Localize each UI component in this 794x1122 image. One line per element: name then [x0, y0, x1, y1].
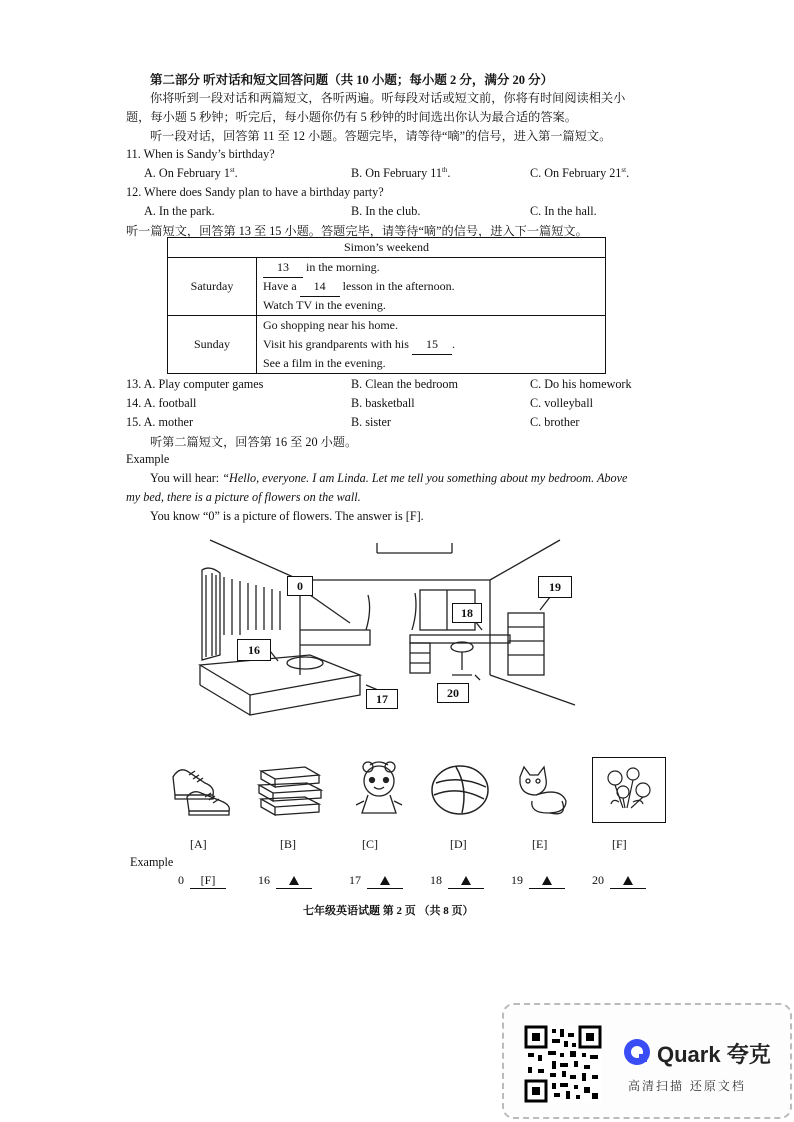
tag-0: 0: [287, 576, 313, 596]
tag-17: 17: [366, 689, 398, 709]
example-answer-note: You know “0” is a picture of flowers. The answer is [F].: [150, 509, 424, 523]
triangle-icon: [289, 876, 299, 885]
section-title: 第二部分 听对话和短文回答问题（共 10 小题；每小题 2 分，满分 20 分）: [150, 73, 554, 87]
q11-option-b[interactable]: B. On February 11th.: [351, 166, 451, 181]
q15-option-a[interactable]: 15. A. mother: [126, 415, 194, 429]
q13-option-b[interactable]: B. Clean the bedroom: [351, 377, 458, 391]
q15-option-b[interactable]: B. sister: [351, 415, 391, 429]
answer-17[interactable]: 17: [349, 873, 403, 889]
q11-option-c[interactable]: C. On February 21st.: [530, 166, 630, 181]
q13-option-c[interactable]: C. Do his homework: [530, 377, 632, 391]
picture-label-a: [A]: [190, 837, 207, 851]
q14-option-a[interactable]: 14. A. football: [126, 396, 197, 410]
saturday-cell: Saturday: [168, 258, 257, 316]
saturday-activities: 13 in the morning. Have a 14 lesson in the afternoon. Watch TV in the evening.: [257, 258, 606, 316]
triangle-icon: [461, 876, 471, 885]
blank-15[interactable]: 15: [412, 335, 452, 355]
q12-option-c[interactable]: C. In the hall.: [530, 204, 597, 218]
q15-option-c[interactable]: C. brother: [530, 415, 580, 429]
q11-stem: 11. When is Sandy’s birthday?: [126, 147, 275, 161]
answers-example-label: Example: [130, 855, 174, 869]
passage1-instruction: 听一篇短文，回答第 13 至 15 小题。答题完毕，请等待“嘀”的信号，进入下一篇短文。: [126, 224, 588, 238]
quark-watermark: [502, 1003, 792, 1119]
tag-18: 18: [452, 603, 482, 623]
cat-icon: [510, 757, 572, 819]
bedroom-illustration: [190, 535, 580, 720]
q14-option-b[interactable]: B. basketball: [351, 396, 415, 410]
books-icon: [255, 757, 317, 819]
simon-weekend-table: [167, 237, 606, 374]
answer-18[interactable]: 18: [430, 873, 484, 889]
q13-option-a[interactable]: 13. A. Play computer games: [126, 377, 264, 391]
qr-code-icon: [524, 1025, 602, 1103]
sneakers-icon: [165, 757, 227, 819]
picture-label-f: [F]: [612, 837, 627, 851]
flowers-picture-icon: [592, 757, 666, 823]
answer-19[interactable]: 19: [511, 873, 565, 889]
volleyball-icon: [428, 757, 490, 819]
tag-16: 16: [237, 639, 271, 661]
answer-0: 0 [F]: [178, 873, 226, 889]
picture-label-e: [E]: [532, 837, 548, 851]
doll-icon: [348, 757, 410, 819]
blank-14[interactable]: 14: [300, 277, 340, 297]
example-hear-line1: You will hear: “Hello, everyone. I am Linda. Let me tell you something about my bedroom. Above: [150, 471, 628, 485]
answer-16[interactable]: 16: [258, 873, 312, 889]
answer-20[interactable]: 20: [592, 873, 646, 889]
example-label: Example: [126, 452, 170, 466]
intro-line-1: 你将听到一段对话和两篇短文，各听两遍。听每段对话或短文前，你将有时间阅读相关小: [150, 91, 626, 105]
table-title: Simon’s weekend: [168, 238, 606, 258]
picture-label-d: [D]: [450, 837, 467, 851]
dialog-instruction: 听一段对话，回答第 11 至 12 小题。答题完毕，请等待“嘀”的信号，进入第一篇短文。: [150, 129, 612, 143]
quark-brand: Quark 夸克: [657, 1042, 771, 1067]
picture-label-c: [C]: [362, 837, 378, 851]
q12-stem: 12. Where does Sandy plan to have a birthday party?: [126, 185, 384, 199]
quark-logo-icon: [622, 1037, 652, 1067]
passage2-instruction: 听第二篇短文，回答第 16 至 20 小题。: [150, 435, 358, 449]
q14-option-c[interactable]: C. volleyball: [530, 396, 593, 410]
triangle-icon: [542, 876, 552, 885]
page-footer: 七年级英语试题 第 2 页 （共 8 页）: [303, 905, 474, 917]
quark-slogan: 高清扫描 还原文档: [628, 1079, 746, 1093]
sunday-activities: Go shopping near his home. Visit his grandparents with his 15 . See a film in the evening.: [257, 316, 606, 374]
blank-13[interactable]: 13: [263, 258, 303, 278]
triangle-icon: [623, 876, 633, 885]
tag-20: 20: [437, 683, 469, 703]
intro-line-2: 题，每小题 5 秒钟；听完后，每小题你仍有 5 秒钟的时间选出你认为最合适的答案。: [126, 110, 577, 124]
tag-19: 19: [538, 576, 572, 598]
q11-option-a[interactable]: A. On February 1st.: [144, 166, 238, 181]
example-hear-line2: my bed, there is a picture of flowers on the wall.: [126, 490, 361, 504]
triangle-icon: [380, 876, 390, 885]
picture-label-b: [B]: [280, 837, 296, 851]
q12-option-b[interactable]: B. In the club.: [351, 204, 421, 218]
sunday-cell: Sunday: [168, 316, 257, 374]
q12-option-a[interactable]: A. In the park.: [144, 204, 215, 218]
